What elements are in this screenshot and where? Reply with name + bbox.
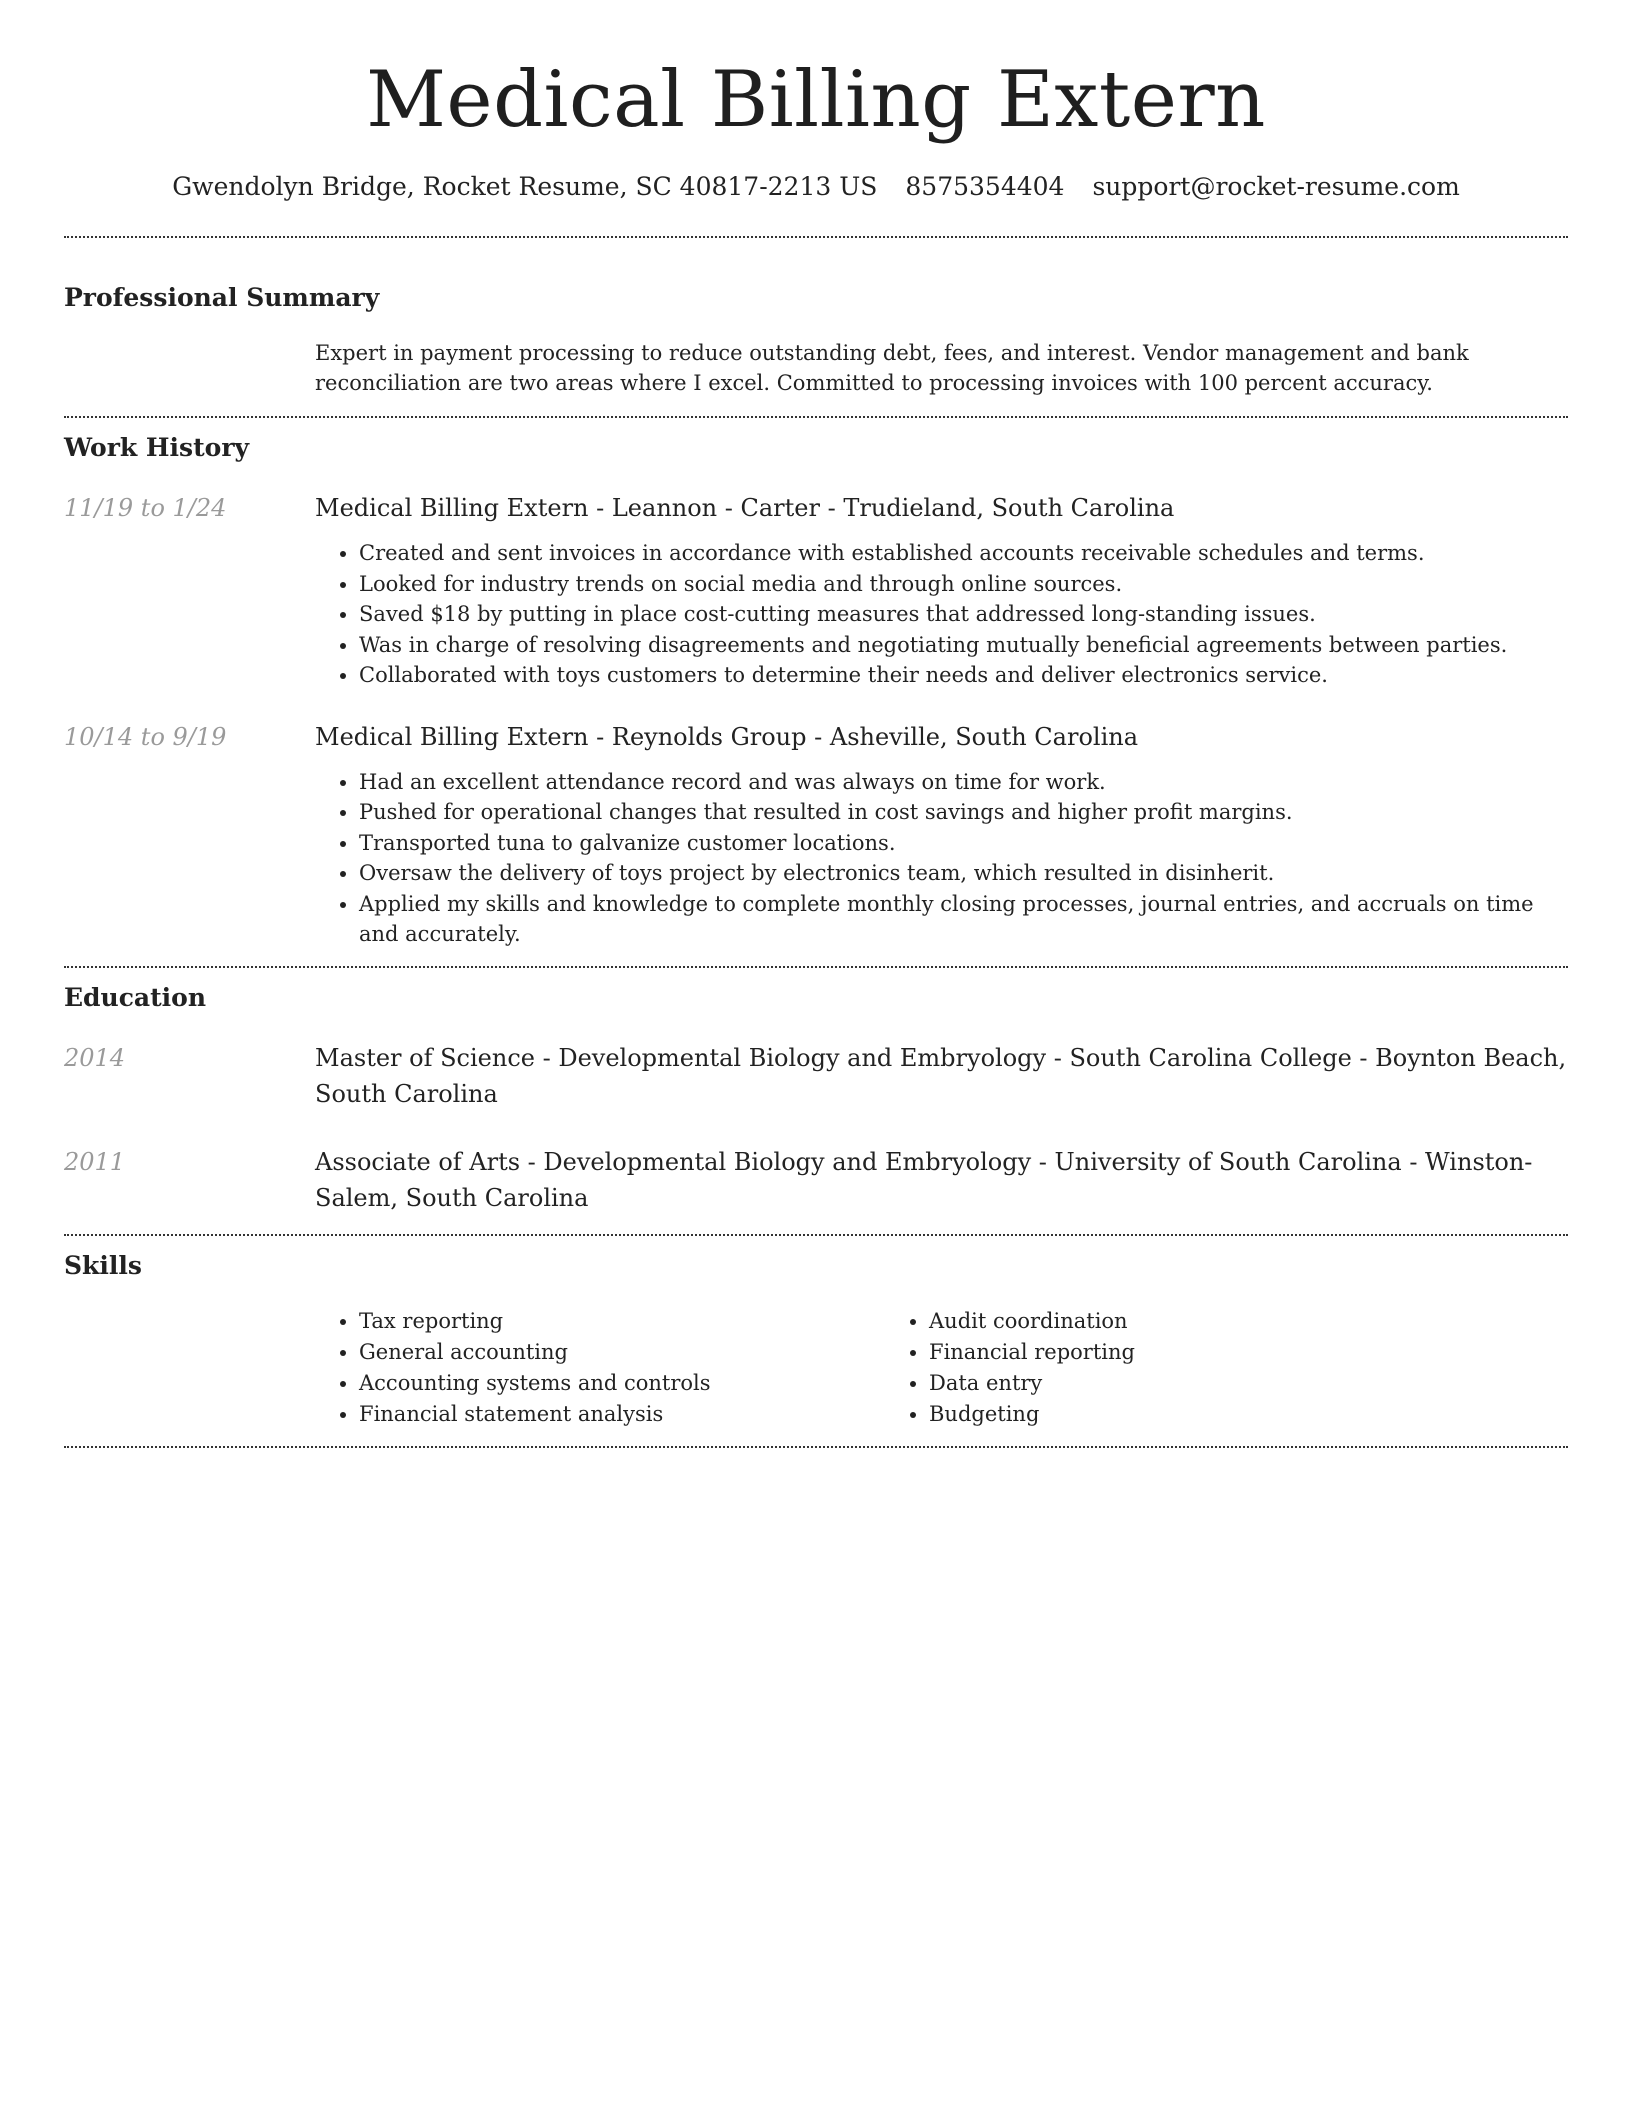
list-item: • Transported tuna to galvanize customer locations. — [359, 828, 1568, 859]
education-year: 2011 — [64, 1147, 126, 1176]
divider — [64, 1446, 1568, 1448]
summary-section — [64, 282, 1568, 398]
contact-phone: 8575354404 — [905, 172, 1065, 201]
education-year: 2014 — [64, 1043, 126, 1072]
divider — [64, 966, 1568, 968]
list-item: • Financial statement analysis — [359, 1399, 885, 1430]
divider — [64, 1234, 1568, 1236]
list-item: • Saved $18 by putting in place cost-cutting measures that addressed long-standing issues. — [359, 599, 1568, 630]
education-degree: Associate of Arts - Developmental Biology and Embryology — [315, 1147, 1032, 1176]
education-school: - South Carolina College - Boynton Beach, South Carolina — [315, 1043, 1567, 1108]
divider — [64, 416, 1568, 418]
job-entry — [64, 719, 1568, 950]
list-item: • Applied my skills and knowledge to complete monthly closing processes, journal entries, and accruals on time and accurately. — [359, 889, 1568, 950]
list-item: • Looked for industry trends on social media and through online sources. — [359, 569, 1568, 600]
list-item: • General accounting — [359, 1337, 885, 1368]
skills-list-right — [885, 1306, 1455, 1430]
job-body — [315, 490, 1568, 691]
education-entry — [64, 1040, 1568, 1112]
work-heading: Work History — [64, 433, 250, 462]
summary-row — [64, 338, 1568, 398]
education-school: - University of South Carolina - Winston-Salem, South Carolina — [315, 1147, 1533, 1212]
job-body — [315, 719, 1568, 950]
job-bullets — [315, 767, 1568, 950]
education-text — [315, 1144, 1568, 1216]
divider — [64, 236, 1568, 238]
summary-heading: Professional Summary — [64, 283, 380, 312]
list-item: • Oversaw the delivery of toys project by electronics team, which resulted in disinherit. — [359, 858, 1568, 889]
education-heading: Education — [64, 982, 207, 1012]
education-degree: Master of Science - Developmental Biology and Embryology — [315, 1043, 1047, 1072]
education-section — [64, 982, 1568, 1216]
skills-row — [64, 1306, 1568, 1430]
summary-text: Expert in payment processing to reduce outstanding debt, fees, and interest. Vendor management and bank reconciliation are two areas where I excel. Committed to processing invoices with 100 percent accuracy. — [315, 341, 1469, 395]
list-item: • Data entry — [929, 1368, 1455, 1399]
list-item: • Budgeting — [929, 1399, 1455, 1430]
job-role: Medical Billing Extern — [315, 494, 589, 522]
resume-title: Medical Billing Extern — [366, 55, 1266, 145]
list-item: • Audit coordination — [929, 1306, 1455, 1337]
list-item: • Financial reporting — [929, 1337, 1455, 1368]
skills-list-left — [315, 1306, 885, 1430]
list-item: • Accounting systems and controls — [359, 1368, 885, 1399]
list-item: • Pushed for operational changes that resulted in cost savings and higher profit margins. — [359, 797, 1568, 828]
job-heading — [315, 490, 1568, 526]
contact-line — [64, 170, 1568, 204]
education-text — [315, 1040, 1568, 1112]
job-details: - Leannon - Carter - Trudieland, South Carolina — [588, 494, 1175, 522]
contact-address: Gwendolyn Bridge, Rocket Resume, SC 40817-2213 US — [172, 172, 878, 201]
job-role: Medical Billing Extern — [315, 722, 589, 751]
list-item: • Had an excellent attendance record and was always on time for work. — [359, 767, 1568, 798]
education-entry — [64, 1144, 1568, 1216]
skills-section — [64, 1250, 1568, 1430]
job-details: - Reynolds Group - Asheville, South Carolina — [588, 722, 1139, 751]
work-section — [64, 432, 1568, 950]
list-item: • Tax reporting — [359, 1306, 885, 1337]
list-item: • Collaborated with toys customers to determine their needs and deliver electronics service. — [359, 660, 1568, 691]
job-heading — [315, 719, 1568, 755]
job-dates: 11/19 to 1/24 — [64, 494, 227, 522]
skills-grid — [315, 1306, 1568, 1430]
skills-heading: Skills — [64, 1250, 142, 1280]
job-dates: 10/14 to 9/19 — [64, 722, 227, 751]
list-item: • Was in charge of resolving disagreements and negotiating mutually beneficial agreements between parties. — [359, 630, 1568, 661]
contact-email: support@rocket-resume.com — [1092, 172, 1460, 201]
job-bullets — [315, 538, 1568, 691]
job-entry — [64, 490, 1568, 691]
list-item: • Created and sent invoices in accordance with established accounts receivable schedules and terms. — [359, 538, 1568, 569]
